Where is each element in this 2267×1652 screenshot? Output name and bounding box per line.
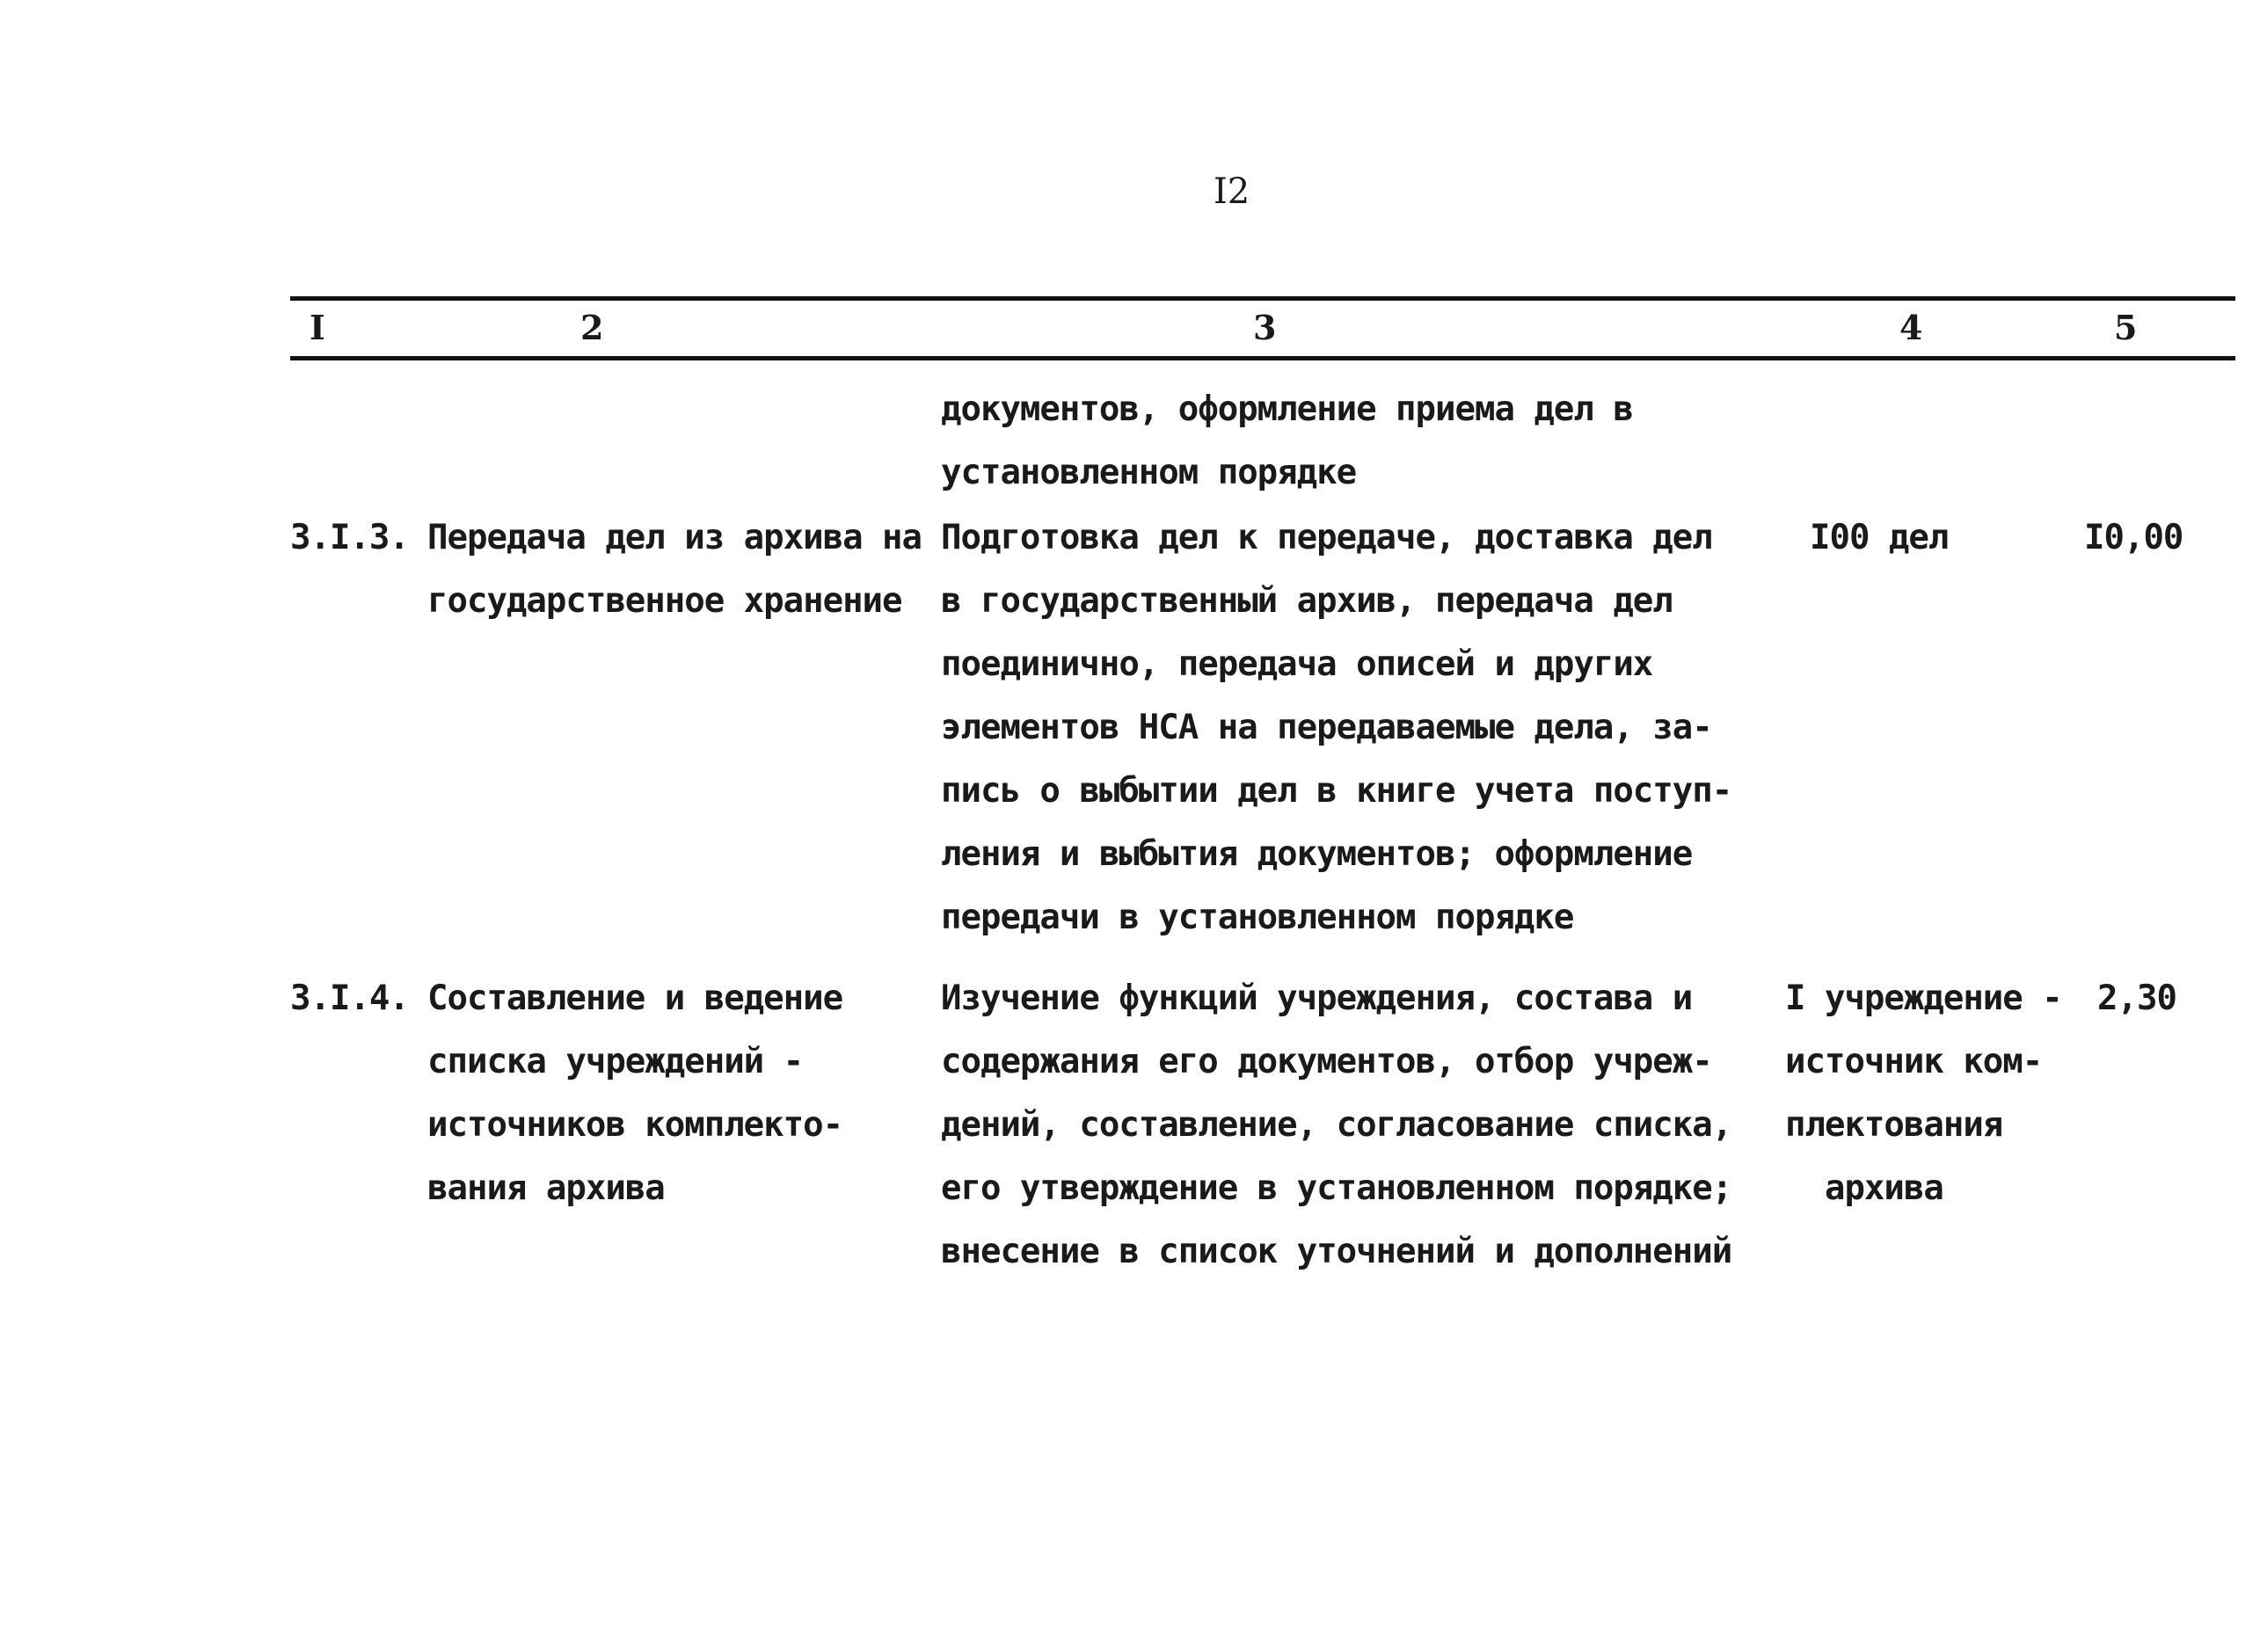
row-code: 3.I.4.: [290, 979, 409, 1018]
description-line: документов, оформление приема дел в: [941, 389, 1633, 429]
title-line: списка учреждений -: [427, 1042, 804, 1081]
table-header-rule: [290, 356, 2235, 360]
description-line: установленном порядке: [941, 453, 1357, 492]
row-norm: I0,00: [2084, 518, 2183, 557]
row-unit: [1785, 967, 2062, 1220]
description-line: внесение в список уточнений и дополнений: [941, 1232, 1732, 1271]
unit-line: I учреждение -: [1785, 979, 2062, 1018]
row-description: [941, 967, 1731, 1284]
row-norm: 2,30: [2097, 979, 2176, 1018]
description-line: Изучение функций учреждения, состава и: [941, 979, 1693, 1018]
column-header-4: 4: [1899, 308, 1923, 347]
description-line: элементов НСА на передаваемые дела, за-: [941, 708, 1712, 747]
description-line: ления и выбытия документов; оформление: [941, 834, 1693, 874]
description-line: в государственный архив, передача дел: [941, 581, 1673, 621]
column-header-3: 3: [1253, 308, 1277, 347]
description-line: содержания его документов, отбор учреж-: [941, 1042, 1712, 1081]
unit-line: I00 дел: [1810, 518, 1949, 557]
title-line: источников комплекто-: [427, 1105, 843, 1145]
description-line: пись о выбытии дел в книге учета поступ-: [941, 771, 1732, 811]
description-line: дений, составление, согласование списка,: [941, 1105, 1732, 1145]
unit-line: источник ком-: [1785, 1042, 2043, 1081]
page-number: I2: [1214, 171, 1250, 212]
unit-line: плектования: [1785, 1105, 2003, 1145]
column-header-2: 2: [580, 308, 604, 347]
continuation-description: [941, 378, 1633, 505]
row-title: [427, 506, 922, 633]
description-line: Подготовка дел к передаче, доставка дел: [941, 518, 1712, 557]
row-title: [427, 967, 842, 1220]
column-header-1: I: [310, 308, 325, 347]
row-description: [941, 506, 1731, 950]
row-code: 3.I.3.: [290, 518, 409, 557]
column-header-5: 5: [2114, 308, 2138, 347]
table-top-rule: [290, 296, 2235, 301]
title-line: вания архива: [427, 1168, 665, 1208]
description-line: его утверждение в установленном порядке;: [941, 1168, 1732, 1208]
description-line: поединично, передача описей и других: [941, 644, 1653, 684]
description-line: передачи в установленном порядке: [941, 898, 1574, 937]
title-line: Составление и ведение: [427, 979, 843, 1018]
row-unit: [1810, 506, 1948, 570]
title-line: государственное хранение: [427, 581, 902, 621]
unit-line: архива: [1785, 1168, 1943, 1208]
title-line: Передача дел из архива на: [427, 518, 922, 557]
